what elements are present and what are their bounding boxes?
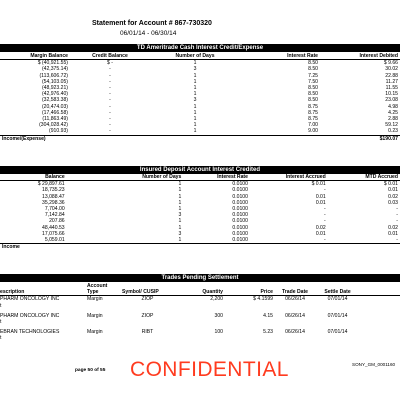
col-number-of-days: Number of Days [67, 174, 184, 181]
trade-description: PHARM ONCOLOGY INC [0, 296, 60, 303]
table-cell: $ 29,897.61 [37, 181, 65, 188]
table-cell: 1 [178, 187, 182, 194]
table-cell: 07/01/14 [327, 296, 348, 303]
table-cell: 0.01 [315, 230, 326, 237]
table-cell: 48,440.53 [41, 224, 65, 231]
col-interest-rate: Interest Rate [240, 53, 320, 60]
table-cell: 0.0100 [232, 218, 248, 225]
table-cell: (42,976.40) [41, 91, 68, 98]
table-cell: 8.50 [308, 66, 318, 73]
col-account-type: Account Type [85, 283, 120, 296]
table-cell: 11.55 [385, 85, 398, 92]
table-cell: 1 [67, 237, 184, 244]
table-cell: (42,375.14) [41, 66, 68, 73]
table-cell: - [396, 206, 398, 213]
table-cell: (20,474.03) [41, 103, 68, 110]
insured-total-label: Income [2, 244, 20, 251]
table-cell: 0.01 [388, 187, 398, 194]
table-cell: 1 [193, 72, 197, 79]
table-cell: (910.93) [0, 128, 70, 135]
col-margin-balance: Margin Balance [0, 53, 70, 60]
table-cell: $ (40,921.55) [37, 60, 68, 67]
table-cell: 07/01/14 [327, 312, 348, 319]
table-cell: - [328, 237, 400, 244]
table-cell: (48,923.21) [41, 85, 68, 92]
table-cell: - [109, 116, 111, 123]
table-cell: (32,583.38) [41, 97, 68, 104]
table-cell: $ 4.1599 [253, 296, 273, 303]
table-cell: - [109, 97, 111, 104]
col-price: Price [225, 283, 275, 296]
table-cell: 8.50 [308, 85, 318, 92]
table-cell: 1 [193, 91, 197, 98]
table-row [0, 181, 400, 188]
table-cell: 06/26/14 [285, 329, 305, 336]
table-cell: (54,103.05) [41, 78, 68, 85]
table-row [0, 60, 400, 67]
cash-interest-table [0, 53, 400, 142]
table-cell: $ 0.01 [311, 181, 326, 188]
table-cell: Margin [87, 296, 103, 303]
table-cell: 3 [178, 212, 182, 219]
table-cell: 06/26/14 [285, 296, 305, 303]
table-cell: 06/26/14 [285, 312, 305, 319]
bates-number: SONY_GM_0001160 [352, 362, 396, 367]
table-cell: - [250, 237, 328, 244]
table-cell: - [109, 66, 111, 73]
table-cell: 35,298.36 [41, 199, 65, 206]
table-cell: 1 [193, 78, 197, 85]
table-cell: 0.02 [388, 193, 398, 200]
table-cell: 3 [193, 97, 197, 104]
table-cell: 0.02 [388, 224, 398, 231]
table-cell: 8.75 [308, 103, 318, 110]
table-cell: 7.50 [308, 78, 318, 85]
table-cell: 4.25 [388, 109, 398, 116]
col-number-of-days: Number of Days [150, 53, 240, 60]
table-cell: 1 [193, 60, 197, 67]
table-cell: 0.23 [320, 128, 400, 135]
table-cell: 23.08 [385, 97, 398, 104]
table-cell: 1 [193, 85, 197, 92]
table-cell: 2.88 [388, 116, 398, 123]
table-cell: - [109, 78, 111, 85]
col-description: escription [0, 283, 85, 296]
table-cell: 7,704.00 [44, 206, 65, 213]
trades-pending-heading: Trades Pending Settlement [0, 274, 400, 282]
table-cell: 8.50 [308, 60, 318, 67]
table-cell: 8.75 [308, 109, 318, 116]
col-interest-rate: Interest Rate [183, 174, 250, 181]
total-row [0, 244, 400, 251]
table-cell: $ - [107, 60, 113, 67]
col-credit-balance: Credit Balance [70, 53, 150, 60]
table-row [0, 313, 400, 325]
trade-description: PHARM ONCOLOGY INC [0, 312, 60, 319]
table-cell: - [324, 206, 326, 213]
table-cell: - [324, 187, 326, 194]
table-cell: 8.50 [308, 97, 318, 104]
table-cell: $ 0.01 [383, 181, 398, 188]
table-cell: - [324, 212, 326, 219]
table-cell: 1 [193, 109, 197, 116]
col-mtd-accrued: MTD Accrued [328, 174, 400, 181]
table-cell: 0.0100 [232, 181, 248, 188]
table-cell: 3 [178, 230, 182, 237]
table-cell: 9.00 [240, 128, 320, 135]
table-cell: 1 [150, 128, 240, 135]
table-cell: 4.15 [263, 312, 273, 319]
table-cell: 4.98 [388, 103, 398, 110]
table-cell: $ 9.66 [383, 60, 398, 67]
table-cell: ZIOP [141, 296, 154, 303]
table-row [0, 128, 400, 135]
table-cell: - [109, 91, 111, 98]
table-cell: 1 [178, 181, 182, 188]
table-cell: - [396, 218, 398, 225]
table-cell: 13,088.47 [41, 193, 65, 200]
table-cell: - [109, 109, 111, 116]
confidential-stamp: CONFIDENTIAL [130, 358, 289, 381]
table-cell: 30.02 [385, 66, 398, 73]
table-cell: 0.0100 [232, 224, 248, 231]
table-cell: 1 [178, 206, 182, 213]
table-cell: 2,200 [210, 296, 223, 303]
table-cell: 0.0100 [232, 199, 248, 206]
insured-deposit-table [0, 174, 400, 250]
col-interest-accrued: Interest Accrued [250, 174, 328, 181]
table-cell: - [70, 128, 150, 135]
table-cell: 10.15 [385, 91, 398, 98]
table-cell: (11,863.49) [42, 116, 68, 123]
table-cell: 7.00 [308, 122, 318, 129]
table-cell: 0.02 [315, 224, 326, 231]
table-cell: Margin [87, 312, 103, 319]
col-balance: Balance [0, 174, 67, 181]
table-cell: 18,735.23 [41, 187, 65, 194]
trade-description: t [0, 319, 2, 326]
statement-title: Statement for Account # 867-730320 [92, 20, 212, 27]
table-cell: 22.88 [385, 72, 398, 79]
col-quantity: Quantity [175, 283, 225, 296]
table-cell: 0.01 [315, 199, 326, 206]
table-cell: - [109, 122, 111, 129]
col-trade-date: Trade Date [275, 283, 315, 296]
table-cell: 0.0100 [232, 212, 248, 219]
table-cell: 0.0100 [232, 187, 248, 194]
col-settle-date: Settle Date [315, 283, 360, 296]
table-cell: 07/01/14 [327, 329, 348, 336]
table-cell: 7,142.84 [44, 212, 65, 219]
table-cell: 1 [193, 103, 197, 110]
cash-total-value: $190.07 [379, 135, 398, 142]
table-cell: ZIOP [141, 312, 154, 319]
table-cell: (113,606.72) [39, 72, 68, 79]
table-cell: 1 [178, 199, 182, 206]
trade-description: t [0, 302, 2, 309]
table-row [0, 237, 400, 244]
statement-header [90, 20, 390, 37]
table-cell: 1 [193, 122, 197, 129]
table-cell: - [109, 103, 111, 110]
table-cell: 207.86 [49, 218, 65, 225]
table-cell: 0.0100 [232, 230, 248, 237]
table-cell: 1 [193, 116, 197, 123]
table-cell: RIBT [141, 329, 154, 336]
table-cell: - [396, 212, 398, 219]
table-cell: - [109, 85, 111, 92]
insured-deposit-heading: Insured Deposit Account Interest Credited [0, 166, 400, 174]
table-cell: 59.12 [385, 122, 398, 129]
table-cell: 0.0100 [232, 193, 248, 200]
table-cell: 8.50 [308, 91, 318, 98]
table-cell: 300 [214, 312, 223, 319]
table-cell: (17,466.58) [41, 109, 68, 116]
table-cell: 0.0100 [232, 206, 248, 213]
table-cell: - [324, 218, 326, 225]
table-cell: 1 [178, 218, 182, 225]
trades-pending-table [0, 283, 400, 342]
table-cell: 3 [193, 66, 197, 73]
table-cell: 100 [214, 329, 223, 336]
page-number: page 50 of 55 [75, 368, 106, 373]
cash-interest-heading: TD Ameritrade Cash Interest Credit/Expense [0, 44, 400, 52]
table-cell: Margin [87, 329, 103, 336]
trade-description: EBRAN TECHNOLOGIES [0, 329, 60, 336]
statement-date-range: 06/01/14 - 06/30/14 [120, 30, 177, 37]
trade-description: t [0, 335, 2, 342]
table-cell: 11.27 [385, 78, 398, 85]
table-cell: 17,075.66 [41, 230, 65, 237]
total-row [0, 135, 400, 142]
table-cell: - [109, 72, 111, 79]
table-cell: 5.23 [263, 329, 273, 336]
col-symbol-cusip: Symbol/ CUSIP [120, 283, 175, 296]
table-row [0, 296, 400, 309]
table-cell: 1 [178, 193, 182, 200]
table-cell: 8.75 [308, 116, 318, 123]
table-cell: 5,059.01 [0, 237, 67, 244]
table-row [0, 329, 400, 341]
table-cell: 0.01 [388, 230, 398, 237]
col-interest-debited: Interest Debited [320, 53, 400, 60]
cash-total-label: Income/(Expense) [2, 135, 46, 142]
table-cell: 0.0100 [183, 237, 250, 244]
table-cell: (304,028.42) [39, 122, 68, 129]
table-cell: 7.25 [308, 72, 318, 79]
table-cell: 0.03 [388, 199, 398, 206]
table-cell: 1 [178, 224, 182, 231]
table-cell: 0.01 [315, 193, 326, 200]
